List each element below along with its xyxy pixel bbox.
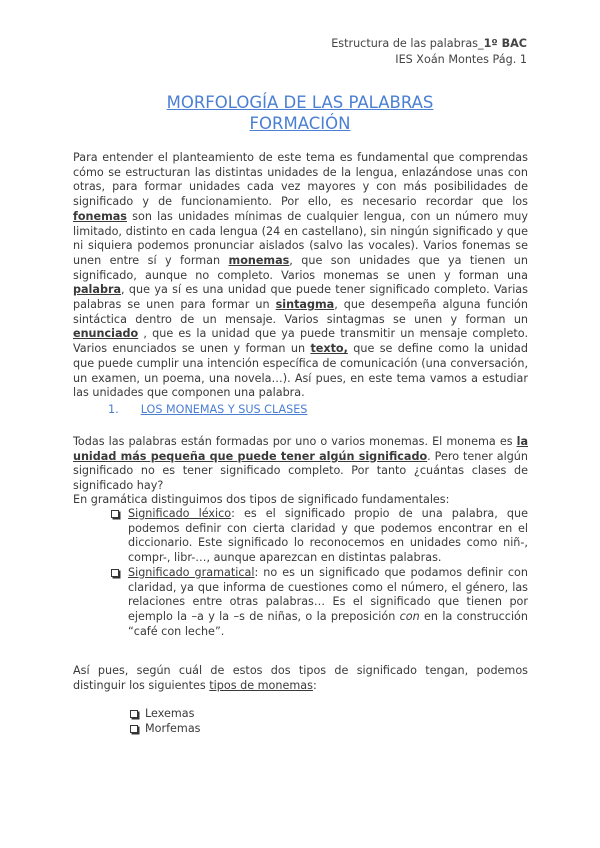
significado-intro: En gramática distinguimos dos tipos de significado fundamentales: bbox=[73, 493, 450, 506]
term-fonemas: fonemas bbox=[73, 209, 127, 223]
list-item: Morfemas bbox=[128, 721, 201, 736]
list-item: Significado gramatical: no es un significado que podamos definir con claridad, ya que informa de cuestiones como el número, el género, las relaciones entre otras palabras… Es el significado que tienen por ejemplo la –a y la –s de niñas, o la preposición con en la construcción “café con leche”. bbox=[108, 566, 528, 640]
term-sintagma: sintagma bbox=[275, 298, 335, 312]
checkbox-bullet-icon bbox=[130, 725, 138, 733]
monema-definition: la unidad más pequeña que puede tener algún significado bbox=[73, 435, 528, 463]
title-line-1: MORFOLOGÍA DE LAS PALABRAS bbox=[166, 93, 434, 112]
header-line-1: Estructura de las palabras_1º BAC bbox=[331, 37, 527, 50]
title-line-2: FORMACIÓN bbox=[249, 114, 351, 133]
checkbox-bullet-icon bbox=[111, 510, 119, 518]
bullet-lexico bbox=[108, 507, 528, 566]
term-texto: texto, bbox=[310, 342, 348, 356]
bullet-gramatical bbox=[108, 566, 528, 640]
checkbox-bullet-icon bbox=[111, 569, 119, 577]
header-course: 1º BAC bbox=[483, 37, 527, 50]
header-line-2: IES Xoán Montes Pág. 1 bbox=[395, 53, 527, 66]
list-item: Significado léxico: es el significado propio de una palabra, que podemos definir con cierta claridad y que podemos encontrar en el diccionario. Este significado lo reconocemos en unidades como niñ-, compr-, libr-…, aunque aparezcan en distintas palabras. bbox=[108, 507, 528, 566]
monemas-paragraph: Todas las palabras están formadas por uno o varios monemas. El monema es la unidad más pequeña que puede tener algún significado. Pero tener algún significado no es tener significado completo. Por tanto ¿cuántas clases de significado hay? bbox=[73, 435, 528, 493]
term-tipos-monemas: tipos de monemas bbox=[209, 678, 313, 692]
monema-types-list bbox=[128, 706, 201, 736]
checkbox-bullet-icon bbox=[130, 710, 138, 718]
section-label: LOS MONEMAS Y SUS CLASES bbox=[140, 403, 308, 416]
page-header bbox=[331, 36, 527, 68]
term-enunciado: enunciado bbox=[73, 327, 139, 341]
term-palabra: palabra bbox=[73, 283, 122, 297]
document-title bbox=[0, 92, 600, 134]
bullet-term: Significado léxico bbox=[128, 507, 232, 520]
section-number: 1. bbox=[108, 403, 119, 416]
conclusion-paragraph: Así pues, según cuál de estos dos tipos de significado tengan, podemos distinguir los siguientes tipos de monemas: bbox=[73, 664, 528, 692]
section-heading-monemas bbox=[108, 403, 307, 416]
term-monemas: monemas bbox=[228, 253, 290, 267]
bullet-term: Significado gramatical bbox=[128, 566, 255, 579]
list-item: Lexemas bbox=[128, 706, 201, 721]
intro-paragraph: Para entender el planteamiento de este tema es fundamental que comprendas cómo se estructuran las distintas unidades de la lengua, enlazándose unas con otras, para formar unidades cada vez mayores y con más posibilidades de significado y de funcionamiento. Por ello, es necesario recordar que los fonemas son las unidades mínimas de cualquier lengua, con un número muy limitado, distinto en cada lengua (24 en castellano), sin ningún significado y que ni siquiera podemos pronunciar aislados (salvo las vocales). Varios fonemas se unen entre sí y forman monemas, que son unidades que ya tienen un significado, aunque no completo. Varios monemas se unen y forman una palabra, que ya sí es una unidad que puede tener significado completo. Varias palabras se unen para formar un sintagma, que desempeña alguna función sintáctica dentro de un mensaje. Varios sintagmas se unen y forman un enunciado , que es la unidad que ya puede transmitir un mensaje completo. Varios enunciados se unen y forman un texto, que se define como la unidad que puede cumplir una intención específica de comunicación (una conversación, un examen, un poema, una novela…). Así pues, en este tema vamos a estudiar las unidades que componen una palabra. bbox=[73, 151, 529, 400]
